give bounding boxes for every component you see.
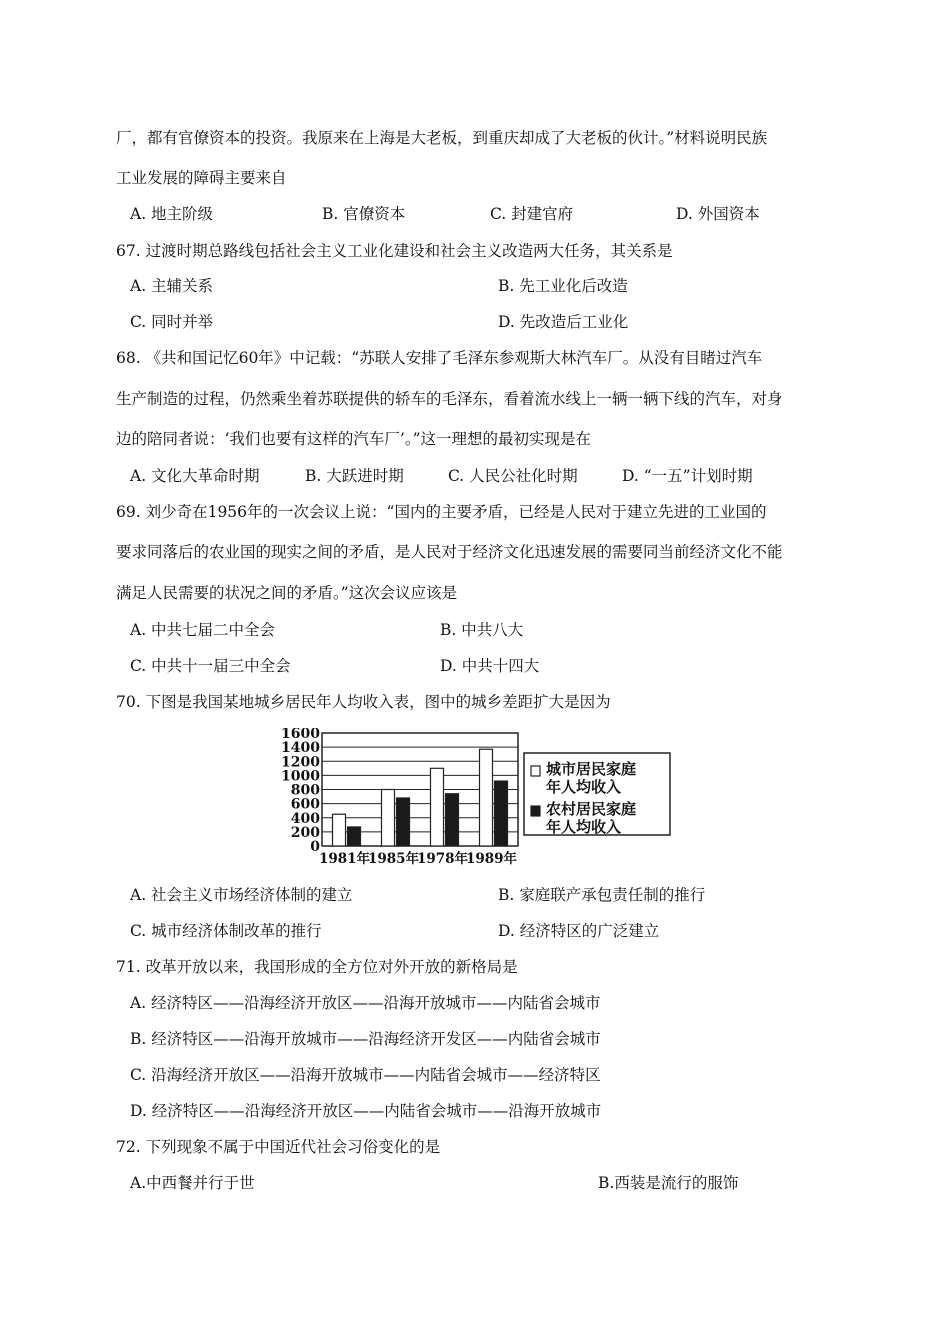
x-tick-label: 1989年 — [465, 851, 518, 867]
q67-option-b: B. 先工业化后改造 — [498, 277, 628, 295]
q72-option-b: B.西装是流行的服饰 — [598, 1174, 739, 1192]
income-bar-chart — [270, 728, 690, 868]
y-tick-label: 1400 — [281, 740, 320, 757]
q71-stem: 71. 改革开放以来，我国形成的全方位对外开放的新格局是 — [116, 958, 518, 976]
q66-option-c: C. 封建官府 — [490, 205, 574, 223]
x-tick-label: 1978年 — [416, 851, 469, 867]
q67-option-c: C. 同时并举 — [130, 313, 214, 331]
q70-option-d: D. 经济特区的广泛建立 — [498, 922, 660, 940]
rural-bar — [348, 827, 361, 846]
q68-option-a: A. 文化大革命时期 — [130, 467, 260, 485]
q70-option-b: B. 家庭联产承包责任制的推行 — [498, 886, 706, 904]
rural-bar — [495, 781, 508, 846]
rural-bar — [446, 794, 459, 846]
q66-option-b: B. 官僚资本 — [322, 205, 406, 223]
y-tick-label: 600 — [290, 796, 320, 813]
q67-option-d: D. 先改造后工业化 — [498, 313, 629, 331]
urban-bar — [431, 768, 444, 846]
y-tick-label: 1200 — [281, 754, 320, 771]
q69-option-d: D. 中共十四大 — [440, 657, 540, 675]
urban-bar — [480, 749, 493, 846]
legend-rural-swatch — [531, 806, 540, 816]
q71-option-b: B. 经济特区——沿海开放城市——沿海经济开发区——内陆省会城市 — [130, 1030, 601, 1048]
legend-label: 年人均收入 — [546, 818, 622, 836]
q69-option-c: C. 中共十一届三中全会 — [130, 657, 291, 675]
q68-line-3: 边的陪同者说：‘我们也要有这样的汽车厂’。”这一理想的最初实现是在 — [116, 430, 592, 448]
chart-x-ticks — [319, 850, 518, 867]
q69-line-2: 要求同落后的农业国的现实之间的矛盾，是人民对于经济文化迅速发展的需要同当前经济文化不能 — [116, 543, 783, 561]
q68-option-c: C. 人民公社化时期 — [448, 467, 578, 485]
q70-option-c: C. 城市经济体制改革的推行 — [130, 922, 322, 940]
q68-option-d: D. “一五”计划时期 — [622, 467, 753, 485]
q66-option-a: A. 地主阶级 — [130, 205, 214, 223]
legend-urban-swatch — [531, 766, 540, 776]
q71-option-a: A. 经济特区——沿海经济开放区——沿海开放城市——内陆省会城市 — [130, 994, 601, 1012]
q69-option-b: B. 中共八大 — [440, 621, 524, 639]
q72-stem: 72. 下列现象不属于中国近代社会习俗变化的是 — [116, 1138, 441, 1156]
y-tick-label: 200 — [290, 824, 320, 841]
q67-option-a: A. 主辅关系 — [130, 277, 214, 295]
q69-line-3: 满足人民需要的状况之间的矛盾。”这次会议应该是 — [116, 584, 458, 602]
q72-option-a: A.中西餐并行于世 — [130, 1174, 255, 1192]
urban-bar — [382, 790, 395, 847]
q67-stem: 67. 过渡时期总路线包括社会主义工业化建设和社会主义改造两大任务，其关系是 — [116, 242, 673, 260]
q69-option-a: A. 中共七届二中全会 — [130, 621, 276, 639]
rural-bar — [397, 798, 410, 846]
q71-option-d: D. 经济特区——沿海经济开放区——内陆省会城市——沿海开放城市 — [130, 1102, 602, 1120]
q68-line-1: 68. 《共和国记忆60年》中记载：“苏联人安排了毛泽东参观斯大林汽车厂。从没有目睹过汽车 — [116, 349, 763, 367]
y-tick-label: 1000 — [281, 768, 320, 785]
y-tick-label: 0 — [310, 839, 320, 855]
x-tick-label: 1981年 — [318, 851, 371, 867]
chart-y-ticks — [281, 728, 320, 855]
q66-option-d: D. 外国资本 — [676, 205, 760, 223]
q70-option-a: A. 社会主义市场经济体制的建立 — [130, 886, 353, 904]
q71-option-c: C. 沿海经济开放区——沿海开放城市——内陆省会城市——经济特区 — [130, 1066, 601, 1084]
legend-label: 农村居民家庭 — [546, 800, 637, 818]
legend-label: 年人均收入 — [546, 778, 622, 796]
q66-line-1: 厂，都有官僚资本的投资。我原来在上海是大老板，到重庆却成了大老板的伙计。”材料说明民族 — [116, 129, 768, 147]
y-tick-label: 800 — [290, 782, 320, 799]
chart-legend — [524, 753, 670, 836]
urban-bar — [333, 814, 346, 846]
legend-label: 城市居民家庭 — [546, 760, 637, 778]
q66-line-2: 工业发展的障碍主要来自 — [116, 169, 287, 187]
y-tick-label: 1600 — [281, 728, 320, 742]
q68-option-b: B. 大跃进时期 — [305, 467, 404, 485]
x-tick-label: 1985年 — [367, 851, 420, 867]
q70-stem: 70. 下图是我国某地城乡居民年人均收入表，图中的城乡差距扩大是因为 — [116, 693, 611, 711]
q69-line-1: 69. 刘少奇在1956年的一次会议上说：“国内的主要矛盾，已经是人民对于建立先进的工业国的 — [116, 503, 767, 521]
y-tick-label: 400 — [290, 810, 320, 827]
q68-line-2: 生产制造的过程，仍然乘坐着苏联提供的轿车的毛泽东，看着流水线上一辆一辆下线的汽车，对身 — [116, 390, 783, 408]
